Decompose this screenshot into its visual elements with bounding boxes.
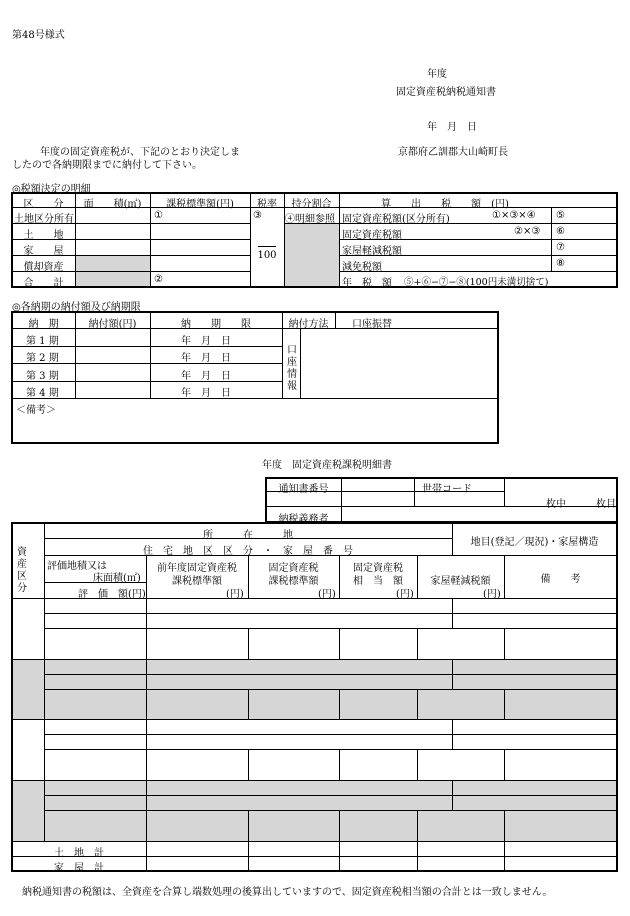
col-fixed-base-line1: 固定資産税 [268, 563, 319, 574]
taxpayer-label: 納税義務者 [278, 514, 329, 525]
calc-label-sectional: 固定資産税額(区分所有) [342, 214, 450, 225]
row-depreciable-assets: 償却資産 [23, 262, 64, 273]
col-prev-base-line1: 前年度固定資産税 [157, 563, 237, 574]
header-amount: 納付額(円) [88, 319, 137, 330]
row-total: 合 計 [23, 278, 64, 289]
rate-fraction-line [258, 246, 276, 247]
form-number: 第48号様式 [12, 30, 65, 41]
col-land-category: 地目(登記／現況)・家屋構造 [470, 537, 599, 548]
col-valuation: 評 価 額(円) [78, 589, 146, 600]
issue-date: 年 月 日 [427, 122, 477, 133]
col-house-reduction-unit: (円) [483, 589, 501, 600]
col-fixed-base-line2: 課税標準額 [268, 576, 319, 587]
payment-method-value: 口座振替 [352, 319, 392, 330]
calc-mark-7: ⑦ [556, 242, 565, 253]
calc-formula-annual-tax: ⑤+⑥−⑦−⑧(100円未満切捨て) [404, 277, 549, 288]
intro-text-line1: 年度の固定資産税が、下記のとおり決定しま [40, 147, 240, 158]
mark-1: ① [154, 210, 163, 221]
row-land-sectional: 土地区分所有 [14, 214, 74, 225]
col-remarks: 備 考 [540, 574, 581, 585]
col-equiv-line2: 相 当 額 [353, 576, 403, 587]
statement-title: 年度 固定資産税課税明細書 [262, 460, 392, 471]
calc-label-annual-tax: 年 税 額 [342, 278, 392, 289]
col-area-line2: 床面積(㎡) [93, 573, 141, 584]
document-title: 固定資産税納税通知書 [396, 87, 496, 98]
header-deadline: 納 期 限 [181, 319, 251, 330]
notice-number-label: 通知書番号 [278, 484, 329, 495]
deadline-3: 年 月 日 [181, 371, 231, 382]
calc-mark-8: ⑧ [556, 258, 565, 269]
row-land: 土 地 [23, 230, 64, 241]
mark-2: ② [154, 274, 163, 285]
header-share: 持分割合 [291, 199, 332, 210]
calc-formula-fixed-tax: ②×③ [514, 226, 541, 237]
row-house: 家 屋 [23, 246, 64, 257]
house-total-label: 家 屋 計 [54, 863, 104, 874]
period-4: 第 4 期 [26, 388, 59, 399]
deadline-1: 年 月 日 [181, 336, 231, 347]
header-tax-rate: 税率 [257, 199, 277, 210]
remarks-label: ＜備考＞ [16, 405, 56, 416]
col-equiv-line1: 固定資産税 [353, 563, 403, 574]
period-1: 第 1 期 [26, 336, 59, 347]
installments-section-title: ◎各納期の納付額及び納期限 [12, 302, 141, 313]
share-reference: ④明細参照 [285, 214, 335, 225]
year-label: 年度 [427, 69, 447, 80]
col-house-reduction: 家屋軽減税額 [430, 576, 491, 587]
footer-note: 納税通知書の税額は、全資産を合算し端数処理の後算出していますので、固定資産税相当額の合計とは一致しません。 [22, 887, 553, 898]
page-count: 枚中 枚目 [546, 499, 616, 510]
rate-denominator: 100 [257, 250, 277, 261]
account-info-label: 口座情報 [287, 345, 297, 392]
header-category: 区 分 [23, 199, 64, 210]
calc-mark-5: ⑤ [556, 210, 565, 221]
calc-label-house-reduction: 家屋軽減税額 [342, 246, 402, 257]
issuer-name: 京都府乙訓郡大山崎町長 [398, 147, 508, 158]
col-prev-base-line2: 課税標準額 [172, 576, 222, 587]
deadline-2: 年 月 日 [181, 353, 231, 364]
household-code-label: 世帯コード [422, 484, 472, 495]
deadline-4: 年 月 日 [181, 388, 231, 399]
header-area: 面 積(㎡) [83, 199, 142, 210]
col-prev-base-unit: (円) [226, 589, 244, 600]
intro-text-line2: したので各納期限までに納付して下さい。 [12, 160, 202, 171]
col-housing-area: 住 宅 地 区 区 分 ・ 家 屋 番 号 [143, 546, 353, 557]
col-asset-type: 資産区分 [17, 547, 27, 594]
calc-mark-6: ⑥ [556, 226, 565, 237]
header-period: 納 期 [28, 319, 59, 330]
period-3: 第 3 期 [26, 371, 59, 382]
header-tax-base: 課税標準額(円) [166, 199, 234, 210]
mark-3: ③ [253, 210, 262, 221]
tax-detail-section-title: ◎税額決定の明細 [12, 184, 91, 195]
header-calculated-tax: 算 出 税 額 (円) [381, 199, 509, 210]
header-payment-method: 納付方法 [288, 319, 329, 330]
col-location: 所 在 地 [203, 530, 293, 541]
calc-formula-sectional: ①×③×④ [492, 210, 536, 221]
calc-label-fixed-tax: 固定資産税額 [342, 230, 402, 241]
period-2: 第 2 期 [26, 353, 59, 364]
col-fixed-base-unit: (円) [318, 589, 336, 600]
calc-label-exemption: 減免税額 [342, 262, 382, 273]
land-total-label: 土 地 計 [54, 848, 104, 859]
col-equiv-unit: (円) [396, 589, 414, 600]
col-area-line1: 評価地積又は [47, 561, 107, 572]
